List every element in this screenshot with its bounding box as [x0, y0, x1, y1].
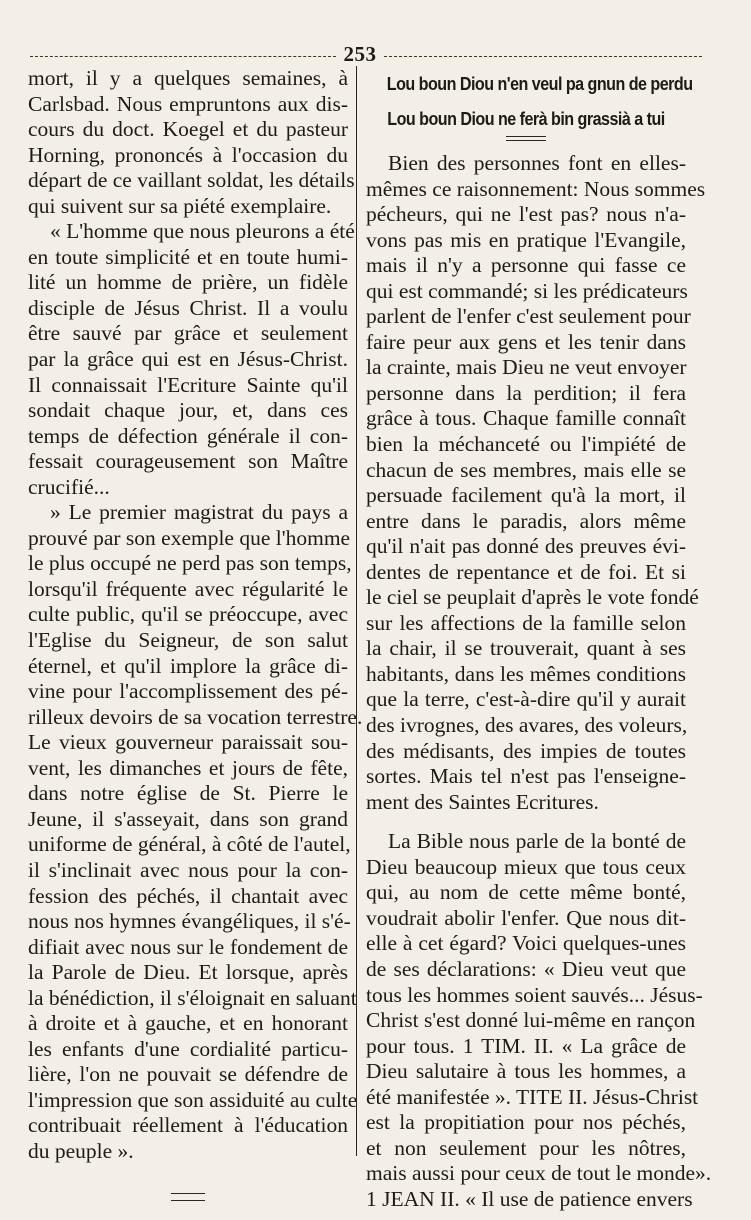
- text-line: uniforme de général, à côté de l'autel,: [28, 832, 351, 857]
- text-line: qui suivent sur sa piété exemplaire.: [28, 193, 332, 218]
- text-line: mêmes ce raisonnement: Nous sommes: [366, 176, 706, 201]
- text-line: Le vieux gouverneur paraissait sou-: [28, 730, 348, 755]
- text-line: tous les hommes soient sauvés... Jésus-: [366, 982, 703, 1007]
- paragraph: [366, 151, 706, 815]
- text-line: Carlsbad. Nous empruntons aux dis-: [28, 91, 348, 116]
- text-line: la Parole de Dieu. Et lorsque, après: [28, 960, 348, 985]
- column-divider: [356, 66, 357, 1156]
- text-line: Il connaissait l'Ecriture Sainte qu'il: [28, 372, 348, 397]
- text-line: il s'inclinait avec nous pour la con-: [28, 857, 348, 882]
- text-line: elle à cet égard? Voici quelques-unes: [366, 931, 686, 956]
- text-line: contribuait réellement à l'éducation: [28, 1113, 348, 1138]
- text-line: la bénédiction, il s'éloignait en saluant: [28, 985, 357, 1010]
- left-column: [28, 66, 363, 1201]
- text-line: Dieu salutaire à tous les hommes, a: [366, 1059, 686, 1084]
- text-line: été manifestée ». TITE II. Jésus-Christ: [366, 1084, 699, 1109]
- headline-line: Lou boun Diou ne ferà bin grassià a tui: [387, 108, 665, 129]
- text-line: fession des péchés, il chantait avec: [28, 883, 348, 908]
- text-line: sondait chaque jour, et, dans ces: [28, 398, 348, 423]
- page-number: 253: [343, 42, 377, 66]
- text-line: bien la méchanceté ou l'impiété de: [366, 432, 686, 457]
- text-line: la chair, il se trouverait, quant à ses: [366, 636, 686, 661]
- text-line: difiait avec nous sur le fondement de: [28, 934, 348, 959]
- text-line: temps de défection générale il con-: [28, 423, 348, 448]
- text-line: faire peur aux gens et les tenir dans: [366, 329, 686, 354]
- text-line: vons pas mis en pratique l'Evangile,: [366, 227, 686, 252]
- text-line: dentes de repentance et de foi. Et si: [366, 559, 686, 584]
- text-line: qui est commandé; si les prédicateurs: [366, 278, 688, 303]
- text-line: lière, l'on ne pouvait se défendre de: [28, 1062, 348, 1087]
- text-line: disciple de Jésus Christ. Il a voulu: [28, 295, 348, 320]
- text-line: rilleux devoirs de sa vocation terrestre.: [28, 704, 363, 729]
- text-line: à droite et à gauche, et en honorant: [28, 1011, 348, 1036]
- text-line: 1 JEAN II. « Il use de patience envers: [366, 1186, 693, 1211]
- text-line: l'impression que son assiduité au culte: [28, 1087, 358, 1112]
- text-line: qui, au nom de cette même bonté,: [366, 880, 686, 905]
- text-line: des médisants, des impies de toutes: [366, 738, 686, 763]
- text-line: nous nos hymnes évangéliques, il s'é-: [28, 909, 351, 934]
- headline-line: Lou boun Diou n'en veul pa gnun de perdu: [386, 73, 693, 94]
- text-line: grâce à tous. Chaque famille connaît: [366, 406, 686, 431]
- text-line: voudrait abolir l'enfer. Que nous dit-: [366, 905, 686, 930]
- text-line: du peuple ».: [28, 1138, 134, 1163]
- text-line: » Le premier magistrat du pays a: [50, 500, 348, 525]
- text-line: le plus occupé ne perd pas son temps,: [28, 551, 352, 576]
- text-line: mort, il y a quelques semaines, à: [28, 66, 348, 90]
- header-rule-left: [30, 56, 336, 57]
- text-line: Christ s'est donné lui-même en rançon: [366, 1008, 696, 1033]
- text-line: et non seulement pour les nôtres,: [366, 1135, 686, 1160]
- text-line: sortes. Mais tel n'est pas l'enseigne-: [366, 764, 686, 789]
- text-line: lité un homme de prière, un fidèle: [28, 270, 348, 295]
- text-line: Jeune, il s'asseyait, dans son grand: [28, 806, 348, 831]
- text-line: mais aussi pour ceux de tout le monde».: [366, 1161, 712, 1186]
- text-line: Bien des personnes font en elles-: [388, 151, 686, 175]
- text-line: le ciel se peuplait d'après le vote fondé: [366, 585, 699, 610]
- text-line: entre dans le paradis, alors même: [366, 508, 686, 533]
- paragraph: [366, 829, 712, 1212]
- text-line: qu'il n'ait pas donné des preuves évi-: [366, 534, 686, 559]
- text-line: la crainte, mais Dieu ne veut envoyer: [366, 355, 687, 380]
- text-line: l'Eglise du Seigneur, de son salut: [28, 628, 348, 653]
- text-line: Horning, prononcés à l'occasion du: [28, 142, 348, 167]
- right-column: [366, 66, 712, 1212]
- text-line: en toute simplicité et en toute humi-: [28, 244, 348, 269]
- text-line: mais il n'y a personne qui fasse ce: [366, 253, 686, 278]
- text-line: de ses déclarations: « Dieu veut que: [366, 956, 686, 981]
- text-line: vent, les dimanches et jours de fête,: [28, 755, 348, 780]
- text-line: éternel, et qu'il implore la grâce di-: [28, 653, 348, 678]
- text-line: pour tous. 1 TIM. II. « La grâce de: [366, 1033, 686, 1058]
- text-line: pécheurs, qui ne l'est pas? nous n'a-: [366, 202, 686, 227]
- text-line: prouvé par son exemple que l'homme: [28, 525, 351, 550]
- text-line: crucifié...: [28, 474, 110, 499]
- text-line: fessait courageusement son Maître: [28, 449, 348, 474]
- text-line: personne dans la perdition; il fera: [366, 380, 686, 405]
- text-line: être sauvé par grâce et seulement: [28, 321, 348, 346]
- text-line: dans notre église de St. Pierre le: [28, 781, 348, 806]
- text-line: vine pour l'accomplissement des pé-: [28, 679, 348, 704]
- text-line: ment des Saintes Ecritures.: [366, 789, 599, 814]
- text-line: les enfants d'une cordialité particu-: [28, 1036, 348, 1061]
- text-line: parlent de l'enfer c'est seulement pour: [366, 304, 691, 329]
- text-line: La Bible nous parle de la bonté de: [388, 829, 686, 854]
- text-line: « L'homme que nous pleurons a été: [50, 219, 355, 244]
- text-line: par la grâce qui est en Jésus-Christ.: [28, 347, 348, 372]
- text-line: cours du doct. Koegel et du pasteur: [28, 117, 348, 142]
- headline-rule: [506, 136, 546, 141]
- text-line: habitants, dans les mêmes conditions: [366, 661, 686, 686]
- text-line: lorsqu'il fréquente avec régularité le: [28, 576, 348, 601]
- text-line: chacun de ses membres, mais elle se: [366, 457, 686, 482]
- text-line: est la propitiation pour nos péchés,: [366, 1110, 686, 1135]
- text-line: persuade facilement qu'à la mort, il: [366, 483, 686, 508]
- text-line: Dieu beaucoup mieux que tous ceux: [366, 854, 686, 879]
- text-line: des ivrognes, des avares, des voleurs,: [366, 713, 688, 738]
- text-line: départ de ce vaillant soldat, les détails: [28, 168, 355, 193]
- header-rule-right: [384, 56, 702, 57]
- text-line: sur les affections de la famille selon: [366, 610, 686, 635]
- end-mark: [171, 1193, 205, 1201]
- text-line: que la terre, c'est-à-dire qu'il y aurait: [366, 687, 686, 712]
- text-line: culte public, qu'il se préoccupe, avec: [28, 602, 348, 627]
